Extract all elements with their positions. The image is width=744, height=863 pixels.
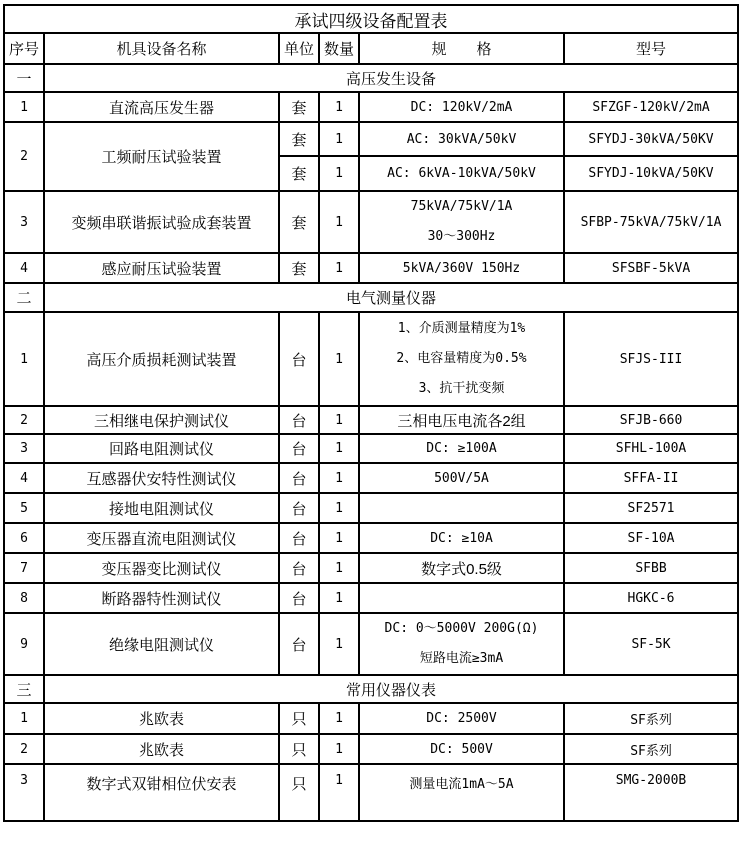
- equipment-config-table: [3, 4, 739, 822]
- table-row: [4, 583, 738, 613]
- col-header-unit: 单位: [279, 33, 319, 64]
- cell-seq: 8: [4, 583, 44, 613]
- cell-model: SF-5K: [564, 613, 738, 675]
- cell-qty: 1: [319, 764, 359, 821]
- table-row: [4, 191, 738, 253]
- cell-model: HGKC-6: [564, 583, 738, 613]
- cell-seq: 2: [4, 406, 44, 434]
- cell-seq: 3: [4, 191, 44, 253]
- section-row: [4, 64, 738, 92]
- cell-model: SFJS-III: [564, 312, 738, 406]
- cell-spec: 500V/5A: [359, 463, 564, 493]
- cell-unit: 台: [279, 312, 319, 406]
- cell-unit: 只: [279, 703, 319, 734]
- cell-seq: 5: [4, 493, 44, 523]
- cell-spec: [359, 493, 564, 523]
- cell-unit: 套: [279, 191, 319, 253]
- table-row: [4, 553, 738, 583]
- cell-seq: 6: [4, 523, 44, 553]
- cell-model: SFBB: [564, 553, 738, 583]
- cell-model: SFHL-100A: [564, 434, 738, 463]
- cell-seq: 1: [4, 92, 44, 122]
- cell-model: SF2571: [564, 493, 738, 523]
- section-no: 一: [4, 64, 44, 92]
- cell-model: SF系列: [564, 703, 738, 734]
- cell-qty: 1: [319, 191, 359, 253]
- cell-unit: 台: [279, 406, 319, 434]
- cell-name: 三相继电保护测试仪: [44, 406, 279, 434]
- cell-spec: DC: 2500V: [359, 703, 564, 734]
- section-label: 电气测量仪器: [44, 283, 738, 312]
- cell-unit: 套: [279, 122, 319, 156]
- cell-model: SFYDJ-10kVA/50KV: [564, 156, 738, 191]
- cell-unit: 台: [279, 613, 319, 675]
- spec-line: 2、电容量精度为0.5%: [396, 351, 527, 366]
- cell-qty: 1: [319, 434, 359, 463]
- cell-unit: 台: [279, 583, 319, 613]
- section-no: 三: [4, 675, 44, 703]
- section-row: [4, 283, 738, 312]
- cell-qty: 1: [319, 253, 359, 283]
- table-row: [4, 523, 738, 553]
- table-row: [4, 493, 738, 523]
- cell-seq: 3: [4, 434, 44, 463]
- cell-qty: 1: [319, 734, 359, 764]
- cell-unit: 台: [279, 434, 319, 463]
- cell-model: SFBP-75kVA/75kV/1A: [564, 191, 738, 253]
- cell-model: SFYDJ-30kVA/50KV: [564, 122, 738, 156]
- cell-spec: 测量电流1mA～5A: [359, 764, 564, 821]
- cell-model: SF-10A: [564, 523, 738, 553]
- cell-seq: 1: [4, 703, 44, 734]
- cell-seq: 7: [4, 553, 44, 583]
- cell-seq: 1: [4, 312, 44, 406]
- col-header-spec: 规 格: [359, 33, 564, 64]
- cell-name: 高压介质损耗测试装置: [44, 312, 279, 406]
- table-row: [4, 434, 738, 463]
- cell-qty: 1: [319, 523, 359, 553]
- cell-name: 数字式双钳相位伏安表: [44, 764, 279, 821]
- cell-unit: 台: [279, 463, 319, 493]
- cell-seq: 4: [4, 253, 44, 283]
- cell-seq: 2: [4, 734, 44, 764]
- cell-name: 回路电阻测试仪: [44, 434, 279, 463]
- cell-spec: DC: 120kV/2mA: [359, 92, 564, 122]
- cell-model: SF系列: [564, 734, 738, 764]
- cell-name: 兆欧表: [44, 703, 279, 734]
- cell-seq: 3: [4, 764, 44, 821]
- table-row: [4, 92, 738, 122]
- cell-unit: 只: [279, 734, 319, 764]
- spec-line: 30～300Hz: [427, 229, 496, 244]
- cell-model: SMG-2000B: [564, 764, 738, 821]
- cell-qty: 1: [319, 583, 359, 613]
- cell-qty: 1: [319, 122, 359, 156]
- cell-spec: DC: 500V: [359, 734, 564, 764]
- spec-line: 75kVA/75kV/1A: [410, 199, 513, 214]
- cell-seq: 9: [4, 613, 44, 675]
- cell-spec: [359, 583, 564, 613]
- cell-qty: 1: [319, 463, 359, 493]
- cell-spec: AC: 6kVA-10kVA/50kV: [359, 156, 564, 191]
- cell-name: 工频耐压试验装置: [44, 122, 279, 191]
- cell-model: SFSBF-5kVA: [564, 253, 738, 283]
- cell-qty: 1: [319, 92, 359, 122]
- cell-qty: 1: [319, 156, 359, 191]
- cell-model: SFJB-660: [564, 406, 738, 434]
- cell-qty: 1: [319, 613, 359, 675]
- spec-line: 3、抗干扰变频: [418, 381, 505, 396]
- cell-spec: 数字式0.5级: [359, 553, 564, 583]
- table-row: [4, 406, 738, 434]
- col-header-name: 机具设备名称: [44, 33, 279, 64]
- cell-unit: 套: [279, 92, 319, 122]
- table-row: [4, 734, 738, 764]
- col-header-model: 型号: [564, 33, 738, 64]
- cell-spec: 三相电压电流各2组: [359, 406, 564, 434]
- table-row: [4, 253, 738, 283]
- section-label: 常用仪器仪表: [44, 675, 738, 703]
- cell-name: 接地电阻测试仪: [44, 493, 279, 523]
- table-row: [4, 122, 738, 156]
- cell-name: 变频串联谐振试验成套装置: [44, 191, 279, 253]
- cell-unit: 套: [279, 156, 319, 191]
- spec-line: DC: 0～5000V 200G(Ω): [384, 621, 539, 636]
- cell-qty: 1: [319, 553, 359, 583]
- cell-model: SFZGF-120kV/2mA: [564, 92, 738, 122]
- cell-name: 变压器变比测试仪: [44, 553, 279, 583]
- cell-model: SFFA-II: [564, 463, 738, 493]
- table-row: [4, 703, 738, 734]
- table-row: [4, 613, 738, 675]
- cell-name: 感应耐压试验装置: [44, 253, 279, 283]
- cell-name: 直流高压发生器: [44, 92, 279, 122]
- cell-unit: 台: [279, 493, 319, 523]
- cell-name: 互感器伏安特性测试仪: [44, 463, 279, 493]
- cell-name: 变压器直流电阻测试仪: [44, 523, 279, 553]
- section-label: 高压发生设备: [44, 64, 738, 92]
- cell-name: 断路器特性测试仪: [44, 583, 279, 613]
- cell-unit: 只: [279, 764, 319, 821]
- cell-seq: 2: [4, 122, 44, 191]
- spec-line: 短路电流≥3mA: [419, 651, 504, 666]
- title-row: [4, 5, 738, 33]
- col-header-qty: 数量: [319, 33, 359, 64]
- cell-unit: 台: [279, 553, 319, 583]
- section-no: 二: [4, 283, 44, 312]
- table-row: [4, 764, 738, 821]
- cell-spec: DC: ≥10A: [359, 523, 564, 553]
- cell-spec: [359, 613, 564, 675]
- cell-name: 绝缘电阻测试仪: [44, 613, 279, 675]
- header-row: [4, 33, 738, 64]
- cell-seq: 4: [4, 463, 44, 493]
- table-row: [4, 312, 738, 406]
- cell-qty: 1: [319, 703, 359, 734]
- spec-line: 1、介质测量精度为1%: [397, 321, 526, 336]
- cell-spec: [359, 191, 564, 253]
- cell-qty: 1: [319, 406, 359, 434]
- cell-name: 兆欧表: [44, 734, 279, 764]
- table-title: 承试四级设备配置表: [4, 5, 738, 33]
- cell-unit: 台: [279, 523, 319, 553]
- cell-qty: 1: [319, 493, 359, 523]
- cell-spec: AC: 30kVA/50kV: [359, 122, 564, 156]
- cell-spec: 5kVA/360V 150Hz: [359, 253, 564, 283]
- cell-spec: [359, 312, 564, 406]
- cell-qty: 1: [319, 312, 359, 406]
- table-row: [4, 463, 738, 493]
- cell-spec: DC: ≥100A: [359, 434, 564, 463]
- cell-unit: 套: [279, 253, 319, 283]
- col-header-no: 序号: [4, 33, 44, 64]
- section-row: [4, 675, 738, 703]
